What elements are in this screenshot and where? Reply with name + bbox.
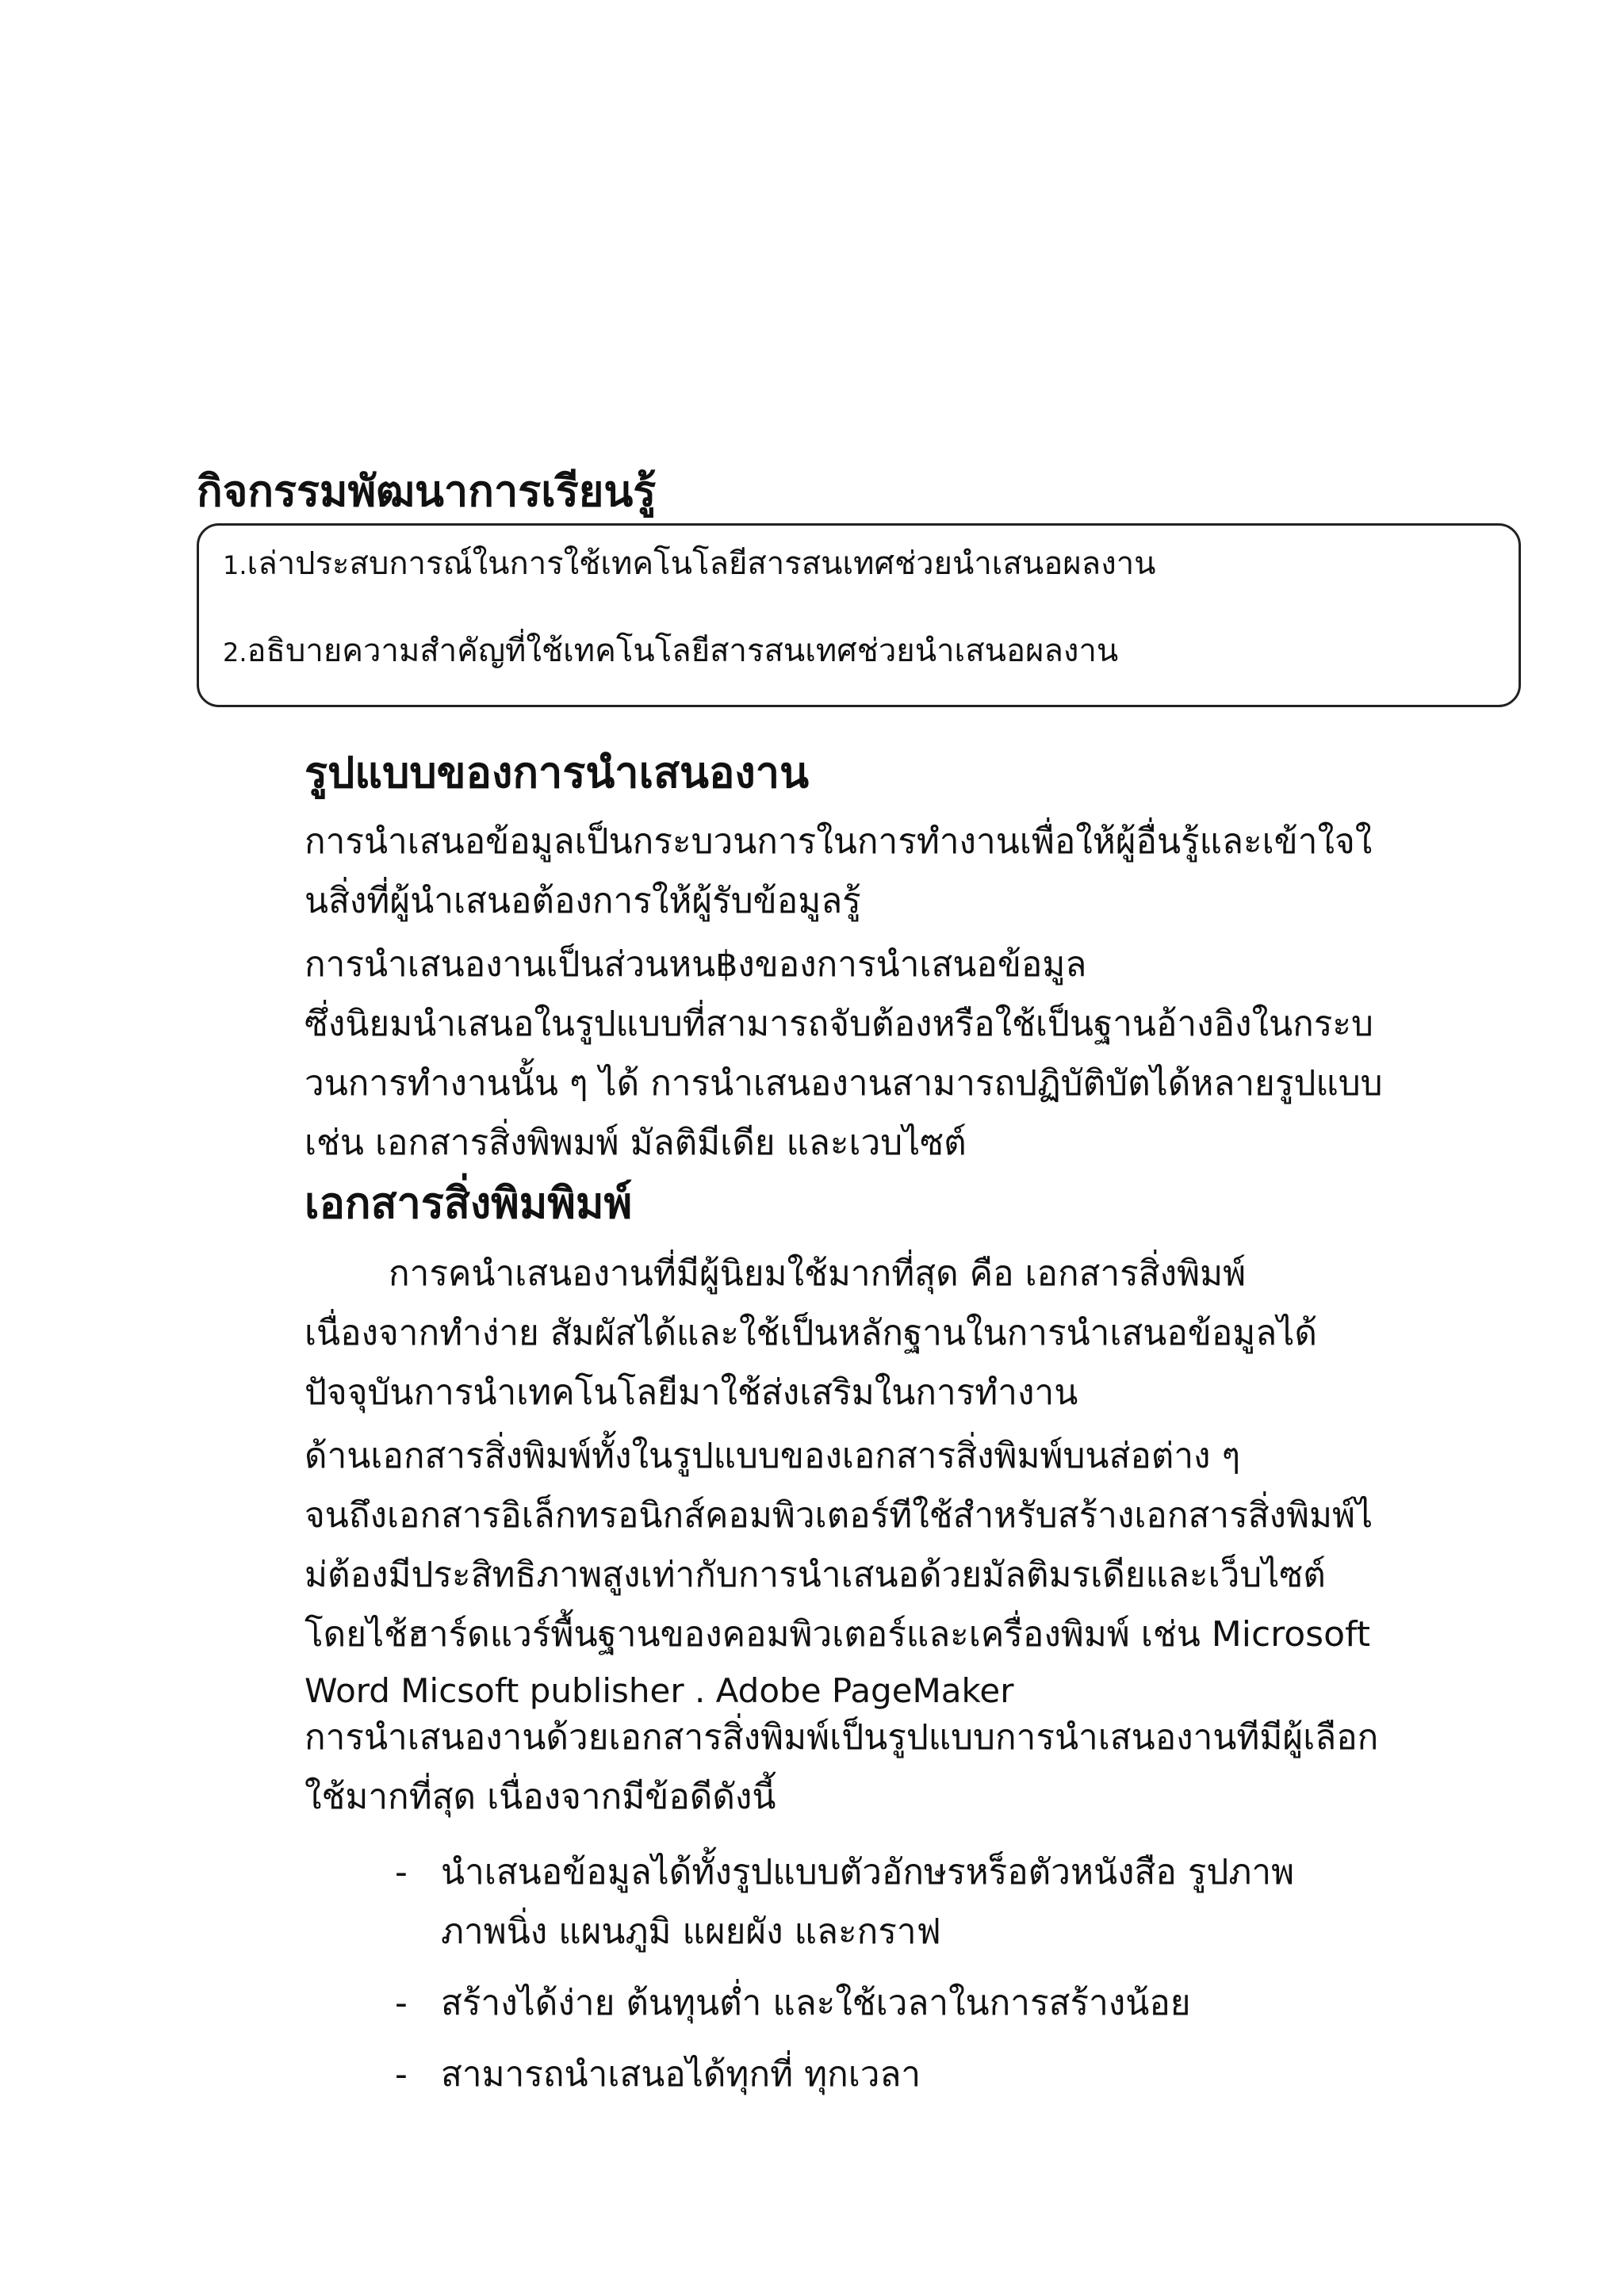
paragraph-line: การคนำเสนองานที่มีผู้นิยมใช้มากที่สุด คือ เอกสารสิ่งพิมพ์ [389, 1253, 1247, 1294]
activity-item-number: 2. [223, 637, 247, 668]
bullet-text: นำเสนอข้อมูลได้ทั้งรูปแบบตัวอักษรหร็อตัวหนังสือ รูปภาพ [441, 1852, 1295, 1892]
bullet-continuation: ภาพนิ่ง แผนภูมิ แผยผัง และกราฟ [441, 1911, 941, 1952]
activity-heading: กิจกรรมพัฒนาการเรียนรู้ [197, 466, 657, 516]
paragraph-line: การนำเสนองานเป็นส่วนหน฿งของการนำเสนอข้อมูล [304, 944, 1087, 985]
section-title-presentation-formats: รูปแบบของการนำเสนองาน [304, 748, 809, 798]
paragraph-line: นสิ่งที่ผู้นำเสนอต้องการให้ผู้รับข้อมูลรู้ [304, 881, 861, 921]
paragraph-line: เนื่องจากทำง่าย สัมผัสได้และใช้เป็นหลักฐานในการนำเสนอข้อมูลได้ [304, 1313, 1317, 1353]
paragraph-line: วนการทำงานนั้น ๆ ได้ การนำเสนองานสามารถปฏิบัติบัตได้หลายรูปแบบ [304, 1063, 1383, 1104]
bullet-dash: - [395, 1983, 408, 2023]
section-title-printed-documents: เอกสารสิ่งพิมพิมพ์ [304, 1178, 633, 1228]
bullet-dash: - [395, 2054, 408, 2095]
paragraph-line: จนถึงเอกสารอิเล็กทรอนิกส์คอมพิวเตอร์ทีใช้สำหรับสร้างเอกสารสิ่งพิมพ์ไ [304, 1495, 1373, 1536]
paragraph-line: Word Micsoft publisher . Adobe PageMaker [304, 1671, 1014, 1710]
activity-item-text: เล่าประสบการณ์ในการใช้เทคโนโลยีสารสนเทศช่วยนำเสนอผลงาน [247, 545, 1156, 582]
paragraph-line: ม่ต้องมีประสิทธิภาพสูงเท่ากับการนำเสนอด้วยมัลติมรเดียและเว็บไซต์ [304, 1555, 1326, 1595]
paragraph-line: โดยไช้ฮาร์ดแวร์พื้นฐานของคอมพิวเตอร์และเครื่องพิมพ์ เช่น Microsoft [304, 1614, 1370, 1655]
bullet-text: สร้างได้ง่าย ต้นทุนต่ำ และใช้เวลาในการสร้างน้อย [441, 1983, 1191, 2023]
paragraph-line: ใช้มากที่สุด เนื่องจากมีข้อดีดังนี้ [304, 1777, 776, 1817]
paragraph-line: การนำเสนอข้อมูลเป็นกระบวนการในการทำงานเพื่อให้ผู้อื่นรู้และเข้าใจใ [304, 821, 1373, 862]
activity-box [197, 523, 1521, 707]
paragraph-line: เช่น เอกสารสิ่งพิพมพ์ มัลติมีเดีย และเวบไซต์ [304, 1123, 967, 1163]
bullet-text: สามารถนำเสนอได้ทุกที่ ทุกเวลา [441, 2054, 921, 2095]
paragraph-line: ปัจจุบันการนำเทคโนโลยีมาใช้ส่งเสริมในการทำงาน [304, 1372, 1078, 1413]
paragraph-line: ซึ่งนิยมนำเสนอในรูปแบบที่สามารถจับต้องหรือใช้เป็นฐานอ้างอิงในกระบ [304, 1004, 1373, 1044]
paragraph-line: ด้านเอกสารสิ่งพิมพ์ทั้งในรูปแบบของเอกสารสิ่งพิมพ์บนส่อต่าง ๆ [304, 1436, 1241, 1476]
bullet-item [395, 1970, 1191, 2037]
activity-item-2 [223, 627, 1118, 676]
activity-item-number: 1. [223, 550, 247, 580]
bullet-dash: - [395, 1852, 408, 1892]
activity-item-text: อธิบายความสำคัญที่ใช้เทคโนโลยีสารสนเทศช่วยนำเสนอผลงาน [247, 633, 1119, 669]
bullet-item [395, 1839, 1294, 1906]
bullet-item [395, 2042, 921, 2108]
paragraph-line: การนำเสนองานด้วยเอกสารสิ่งพิมพ์เป็นรูปแบบการนำเสนองานทีมีผู้เลือก [304, 1717, 1379, 1758]
activity-item-1 [223, 540, 1156, 589]
